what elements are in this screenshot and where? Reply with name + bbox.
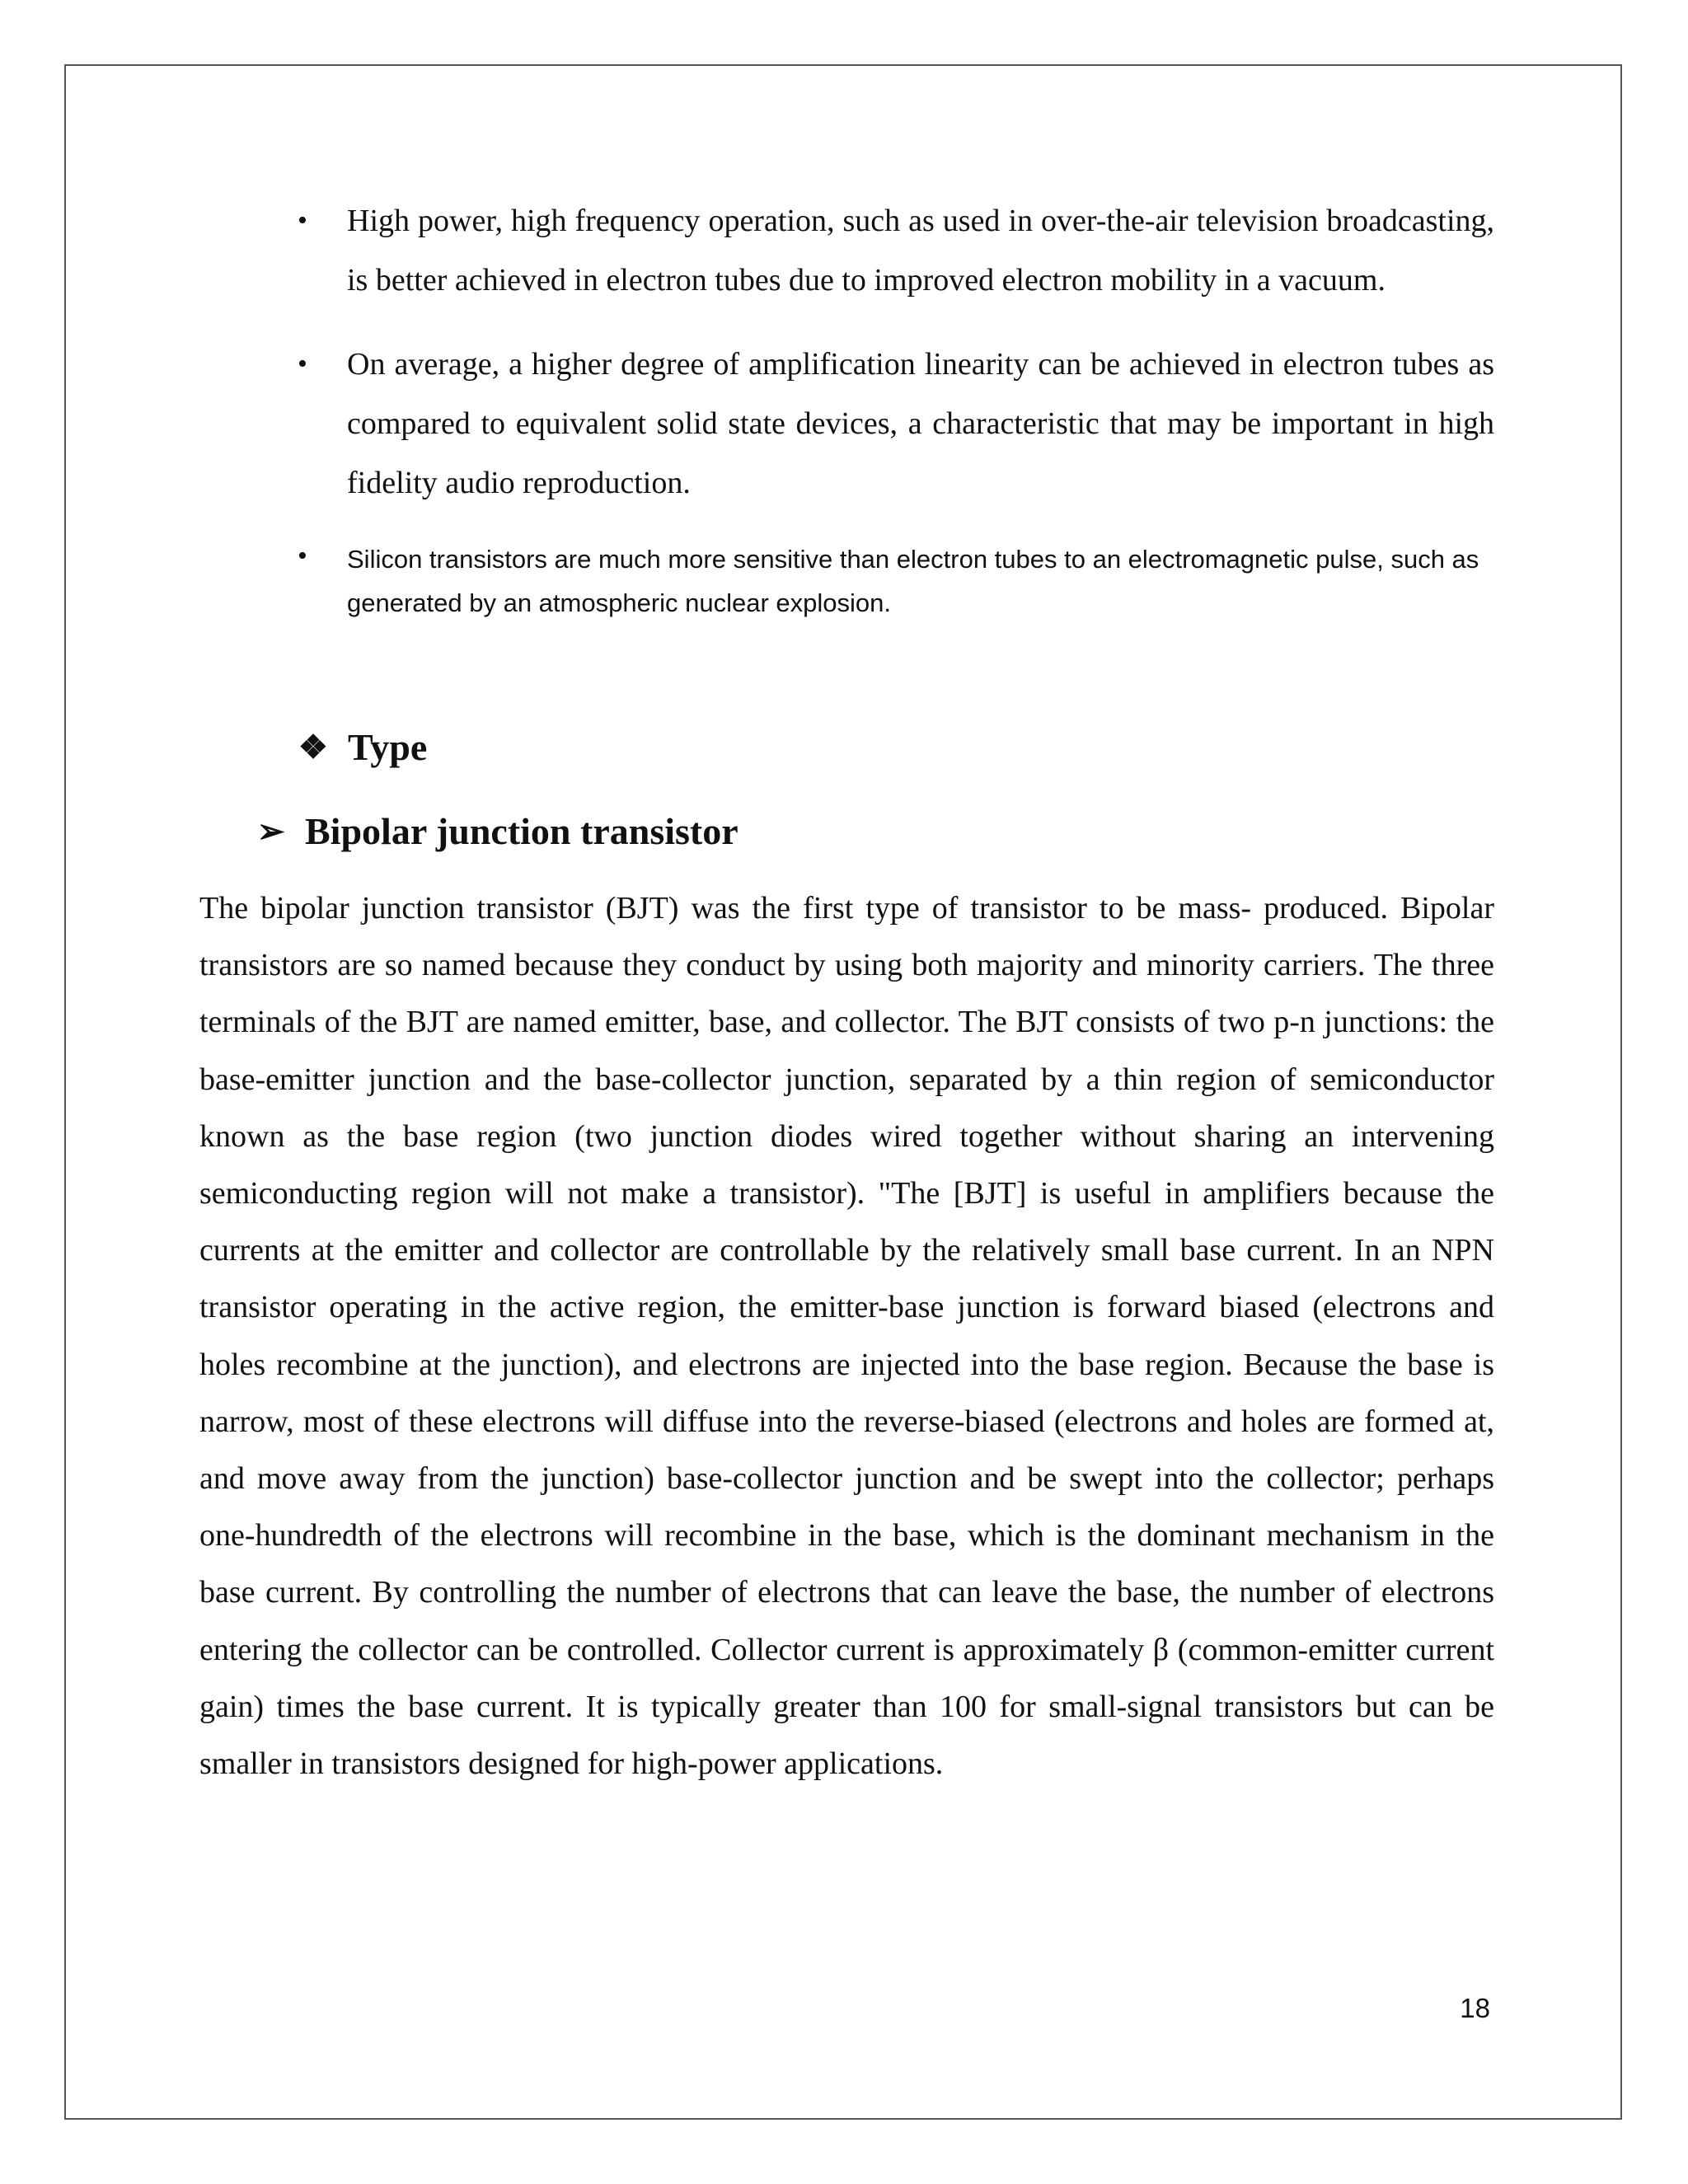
bullet-item-1 — [293, 191, 1494, 310]
bullet-icon: • — [298, 205, 307, 236]
section-heading — [298, 725, 427, 769]
body-paragraph: The bipolar junction transistor (BJT) was the first type of transistor to be mass- produced. Bipolar transistors are so named because they conduct by using both majority and minority carriers. The three terminals of the BJT are named emitter, base, and collector. The BJT consists of two p-n junctions: the base-emitter junction and the base-collector junction, separated by a thin region of semiconductor known as the base region (two junction diodes wired together without sharing an intervening semiconducting region will not make a transistor). "The [BJT] is useful in amplifiers because the currents at the emitter and collector are controllable by the relatively small base current. In an NPN transistor operating in the active region, the emitter-base junction is forward biased (electrons and holes recombine at the junction), and electrons are injected into the base region. Because the base is narrow, most of these electrons will diffuse into the reverse-biased (electrons and holes are formed at, and move away from the junction) base-collector junction and be swept into the collector; perhaps one-hundredth of the electrons will recombine in the base, which is the dominant mechanism in the base current. By controlling the number of electrons that can leave the base, the number of electrons entering the collector can be controlled. Collector current is approximately β (common-emitter current gain) times the base current. It is typically greater than 100 for small-signal transistors but can be smaller in transistors designed for high-power applications. — [199, 891, 1494, 1782]
bullet-item-3 — [293, 537, 1494, 625]
diamond-bullet-icon: ❖ — [298, 729, 328, 766]
bullet-list — [293, 191, 1494, 625]
bullet-text: High power, high frequency operation, such as used in over-the-air television broadcasting, is better achieved in electron tubes due to improved electron mobility in a vacuum. — [347, 204, 1494, 298]
bullet-text: On average, a higher degree of amplification linearity can be achieved in electron tubes as compared to equivalent solid state devices, a characteristic that may be important in high fidelity audio reproduction. — [347, 347, 1494, 500]
bullet-item-2 — [293, 335, 1494, 513]
bullet-icon: • — [298, 541, 307, 571]
section-heading-text: Type — [348, 726, 428, 768]
subsection-heading-text: Bipolar junction transistor — [305, 810, 738, 852]
subsection-heading — [257, 809, 738, 853]
arrow-bullet-icon: ➢ — [257, 813, 285, 850]
page-number: 18 — [1460, 1993, 1490, 2023]
bullet-icon: • — [298, 349, 307, 379]
bullet-text: Silicon transistors are much more sensitive than electron tubes to an electromagnetic pulse, such as generated by an atmospheric nuclear explosion. — [347, 545, 1479, 617]
